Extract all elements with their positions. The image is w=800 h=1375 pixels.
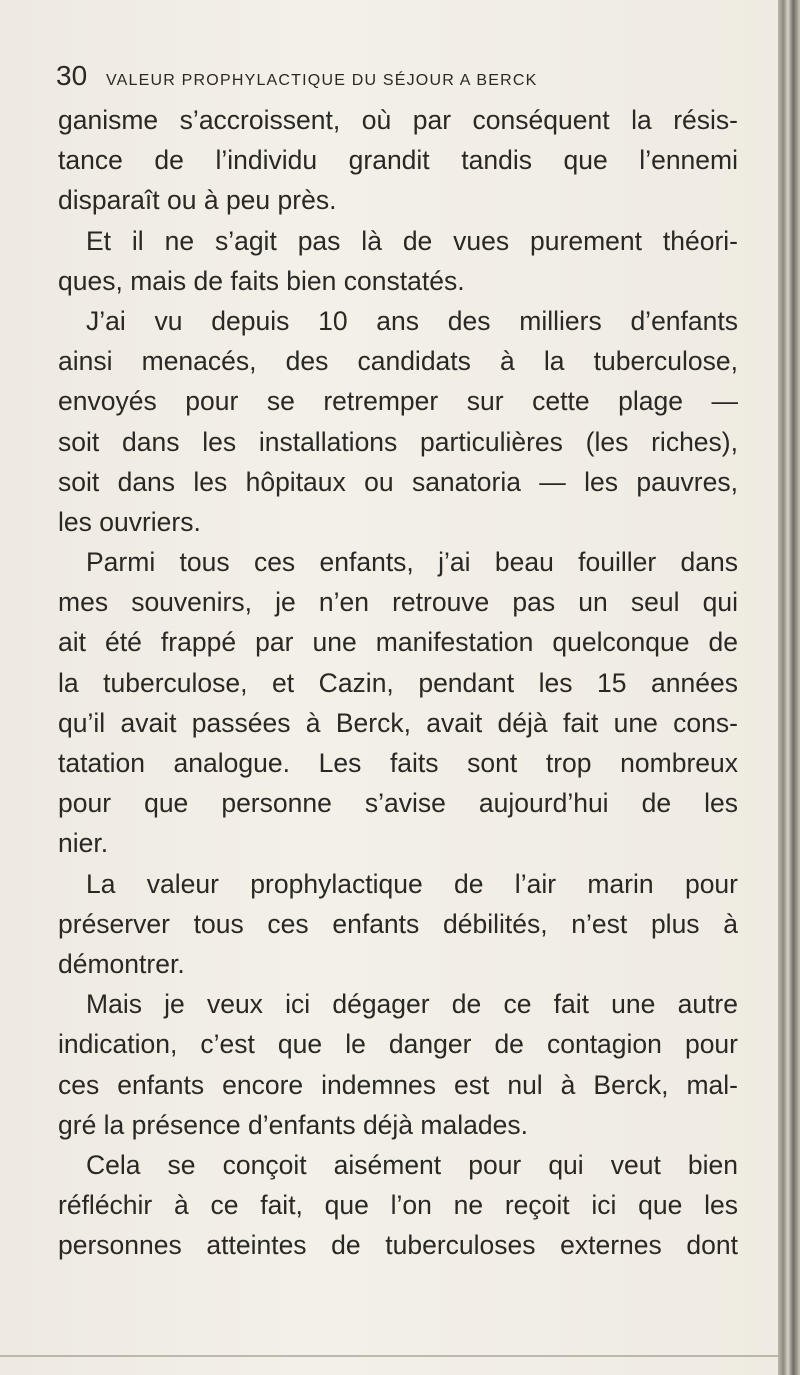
- text-line: gré la présence d’enfants déjà malades.: [58, 1109, 528, 1140]
- page-bottom-edge: [0, 1355, 780, 1357]
- text-line: ait été frappé par une manifestation quelconque de: [58, 627, 738, 658]
- text-line: Et il ne s’agit pas là de vues purement théori-: [86, 225, 738, 256]
- text-line: les ouvriers.: [58, 506, 201, 537]
- text-line: préserver tous ces enfants débilités, n’est plus à: [58, 908, 738, 939]
- text-line: ces enfants encore indemnes est nul à Berck, mal-: [58, 1069, 738, 1100]
- text-line: disparaît ou à peu près.: [58, 185, 337, 216]
- text-line: mes souvenirs, je n’en retrouve pas un seul qui: [58, 587, 738, 618]
- text-line: ainsi menacés, des candidats à la tuberculose,: [58, 346, 738, 377]
- body-text: [58, 100, 738, 1265]
- text-line: Mais je veux ici dégager de ce fait une autre: [86, 989, 738, 1020]
- text-line: réfléchir à ce fait, que l’on ne reçoit ici que les: [58, 1190, 738, 1221]
- text-line: J’ai vu depuis 10 ans des milliers d’enfants: [86, 305, 738, 336]
- text-line: qu’il avait passées à Berck, avait déjà fait une cons-: [58, 707, 738, 738]
- text-line: La valeur prophylactique de l’air marin pour: [86, 868, 738, 899]
- text-line: soit dans les installations particulières (les riches),: [58, 426, 738, 457]
- text-line: tatation analogue. Les faits sont trop nombreux: [58, 748, 738, 778]
- text-line: ganisme s’accroissent, où par conséquent la résis-: [58, 105, 738, 135]
- text-line: envoyés pour se retremper sur cette plage —: [58, 386, 738, 417]
- text-line: Parmi tous ces enfants, j’ai beau fouiller dans: [86, 547, 738, 578]
- text-line: indication, c’est que le danger de contagion pour: [58, 1029, 738, 1060]
- text-line: Cela se conçoit aisément pour qui veut bien: [86, 1149, 738, 1180]
- text-line: ques, mais de faits bien constatés.: [58, 265, 465, 296]
- text-line: démontrer.: [58, 948, 185, 979]
- text-line: la tuberculose, et Cazin, pendant les 15 années: [58, 667, 738, 698]
- text-line: soit dans les hôpitaux ou sanatoria — les pauvres,: [58, 466, 738, 497]
- book-binding-edge: [778, 0, 800, 1375]
- page-number: 30: [56, 60, 88, 91]
- text-line: personnes atteintes de tuberculoses externes dont: [58, 1230, 738, 1261]
- text-line: nier.: [58, 828, 109, 859]
- running-title: VALEUR PROPHYLACTIQUE DU SÉJOUR A BERCK: [106, 72, 538, 89]
- text-line: tance de l’individu grandit tandis que l’ennemi: [58, 145, 738, 176]
- page-header: [56, 60, 716, 100]
- text-line: pour que personne s’avise aujourd’hui de les: [58, 788, 738, 819]
